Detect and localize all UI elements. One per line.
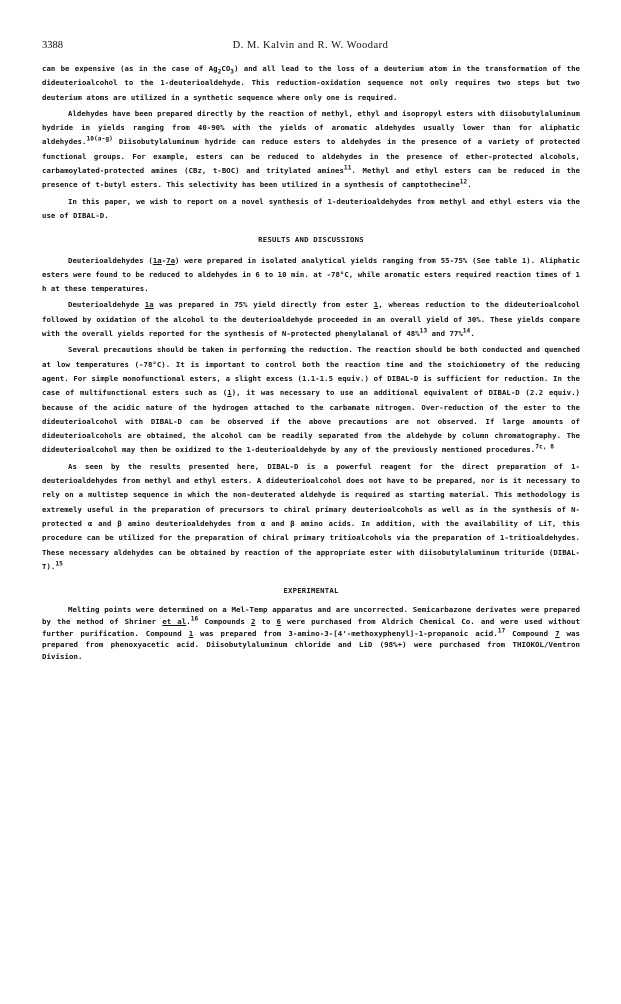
text-run: Deuterioaldehydes (	[68, 255, 153, 265]
paragraph-8	[42, 604, 580, 662]
reference-superscript: 15	[55, 560, 63, 568]
text-run: was prepared in 75% yield directly from ester	[153, 300, 374, 310]
text-run: was prepared from 3-amino-3-[4'-methoxyphenyl]-1-propanoic acid.	[193, 628, 498, 638]
text-run: ) were prepared in isolated analytical yields ranging from 55-75% (See table 1). Aliphatic esters were found to be reduced to aldehydes in 6 to 10 min. at -78°C, while aromatic esters required reaction times of 1 h at these temperatures.	[42, 255, 580, 294]
text-run: ) and all lead to the loss of a deuterium atom in the transformation of the dideuterioalcohol to the 1-deuterioaldehyde. This reduction-oxidation sequence not only requires two steps but two deuterium atoms are utilized in a synthetic sequence where only one is required.	[42, 64, 580, 102]
subscript: 3	[230, 68, 235, 76]
emphasis: et al	[162, 616, 187, 626]
paragraph-4	[42, 254, 580, 297]
paragraph-1	[42, 62, 580, 105]
text-run: to	[255, 616, 277, 626]
text-run: Aldehydes have been prepared directly by the reaction of methyl, ethyl and isopropyl esters with diisobutylaluminum hydride in yields ranging from 40-90% with the yields of aromatic aldehydes usually lower than for aliphatic aldehydes.	[42, 108, 580, 147]
compound-ref: 7a	[166, 255, 176, 265]
text-run: was prepared from phenoxyacetic acid. Diisobutylaluminum chloride and LiD (98%+) were purchased from THIOKOL/Ventron Division.	[42, 628, 580, 661]
subscript: 2	[217, 68, 222, 76]
compound-ref: 7	[555, 628, 560, 638]
compound-ref: 1a	[152, 255, 162, 265]
compound-ref: 6	[276, 616, 282, 626]
compound-ref: 2	[250, 616, 256, 626]
text-run: Diisobutylaluminum hydride can reduce esters to aldehydes in the presence of a variety of protected functional groups. For example, esters can be reduced to aldehydes in the presence of ether-protected alcohols, carbamoylated-protected amines (CBz, t-BOC) and tritylated amines	[42, 137, 580, 176]
text-run: can be expensive (as in the case of Ag	[42, 64, 218, 73]
article-body	[42, 62, 580, 664]
heading-experimental: EXPERIMENTAL	[283, 586, 339, 596]
text-run: Melting points were determined on a Mel-Temp apparatus and are uncorrected. Semicarbazone derivates were prepared by the method of Shriner	[42, 605, 580, 626]
reference-superscript: 16	[190, 615, 199, 623]
paragraph-7	[42, 460, 580, 574]
text-run: . Methyl and ethyl esters can be reduced in the presence of t-butyl esters. This selectivity has been utilized in a synthesis of camptothecine	[42, 166, 580, 190]
reference-superscript: 12	[459, 178, 468, 186]
text-run: -	[161, 255, 167, 265]
text-run: , whereas reduction to the dideuterioalcohol followed by oxidation of the alcohol to the deuterioaldehyde proceeded in an overall yield of 30%. These yields compare with the overall yields reported for the synthesis of N-protected phenylalanal of 48%	[42, 300, 580, 339]
compound-ref: 1	[188, 628, 194, 638]
heading-results: RESULTS AND DISCUSSIONS	[258, 235, 364, 245]
reference-superscript: 13	[419, 327, 428, 335]
text-run: CO	[221, 64, 231, 73]
text-run: .	[467, 180, 472, 190]
reference-superscript: 14	[462, 327, 471, 335]
running-authors: D. M. Kalvin and R. W. Woodard	[232, 40, 389, 51]
text-run: As seen by the results presented here, DIBAL-D is a powerful reagent for the direct preparation of 1-deuterioaldehydes from methyl and ethyl esters. A dideuterioalcohol does not have to be prepared, nor is it necessary to rely on a multistep sequence in which the non-deuterated aldehyde is required as starting material. This methodology is extremely useful in the preparation of precursors to chiral primary deuterioalcohols as well as in the synthesis of N-protected α and β amino deuterioaldehydes from α and β amino acids. In addition, with the availability of LiT, this procedure can be utilized for the preparation of chiral primary tritioalcohols via the preparation of 1-tritioaldehydes. These necessary aldehydes can be obtained by reaction of the appropriate ester with diisobutylaluminum trituride (DIBAL-T).	[42, 461, 580, 571]
page-header	[42, 40, 579, 54]
text-run: and 77%	[427, 329, 463, 339]
reference-superscript: 7c, 8	[535, 444, 555, 451]
text-run: were purchased from Aldrich Chemical Co. and were used without further purification. Compound	[42, 616, 580, 638]
text-run: Several precautions should be taken in performing the reduction. The reaction should be both conducted and quenched at low temperatures (-78°C). It is important to control both the reaction time and the stoichiometry of the reducing agent. For simple monofunctional esters, a slight excess (1.1-1.5 equiv.) of DIBAL-D is sufficient for reduction. In the case of multifunctional esters such as (	[42, 345, 580, 398]
paragraph-2	[42, 107, 580, 193]
reference-superscript: 11	[343, 164, 352, 172]
compound-ref: 1	[373, 300, 379, 310]
text-run: Compound	[505, 628, 556, 638]
text-run: .	[186, 616, 191, 626]
paragraph-3: In this paper, we wish to report on a novel synthesis of 1-deuterioaldehydes from methyl and ethyl esters via the use of DIBAL-D.	[42, 196, 580, 220]
paragraph-5	[42, 298, 580, 341]
reference-superscript: 17	[497, 627, 506, 635]
page-number: 3388	[42, 40, 63, 51]
reference-superscript: 10(a-g)	[86, 136, 113, 144]
paragraph-6	[42, 343, 580, 457]
text-run: .	[470, 329, 475, 339]
text-run: Deuterioaldehyde	[68, 300, 145, 310]
text-run: ), it was necessary to use an additional equivalent of DIBAL-D (2.2 equiv.) because of the acidic nature of the hydrogen attached to the carbamate nitrogen. Over-reduction of the ester to the dideuterioalcohol with DIBAL-D can be observed if the above precautions are not observed. If large amounts of dideuterioalcohols are obtained, the alcohol can be readily separated from the aldehyde by column chromatography. The dideuterioalcohol may then be oxidized to the 1-deuterioaldehyde by any of the previously mentioned procedures.	[42, 388, 580, 455]
text-run: Compounds	[198, 616, 251, 626]
compound-ref: 1	[227, 388, 232, 398]
compound-ref: 1a	[144, 300, 154, 310]
